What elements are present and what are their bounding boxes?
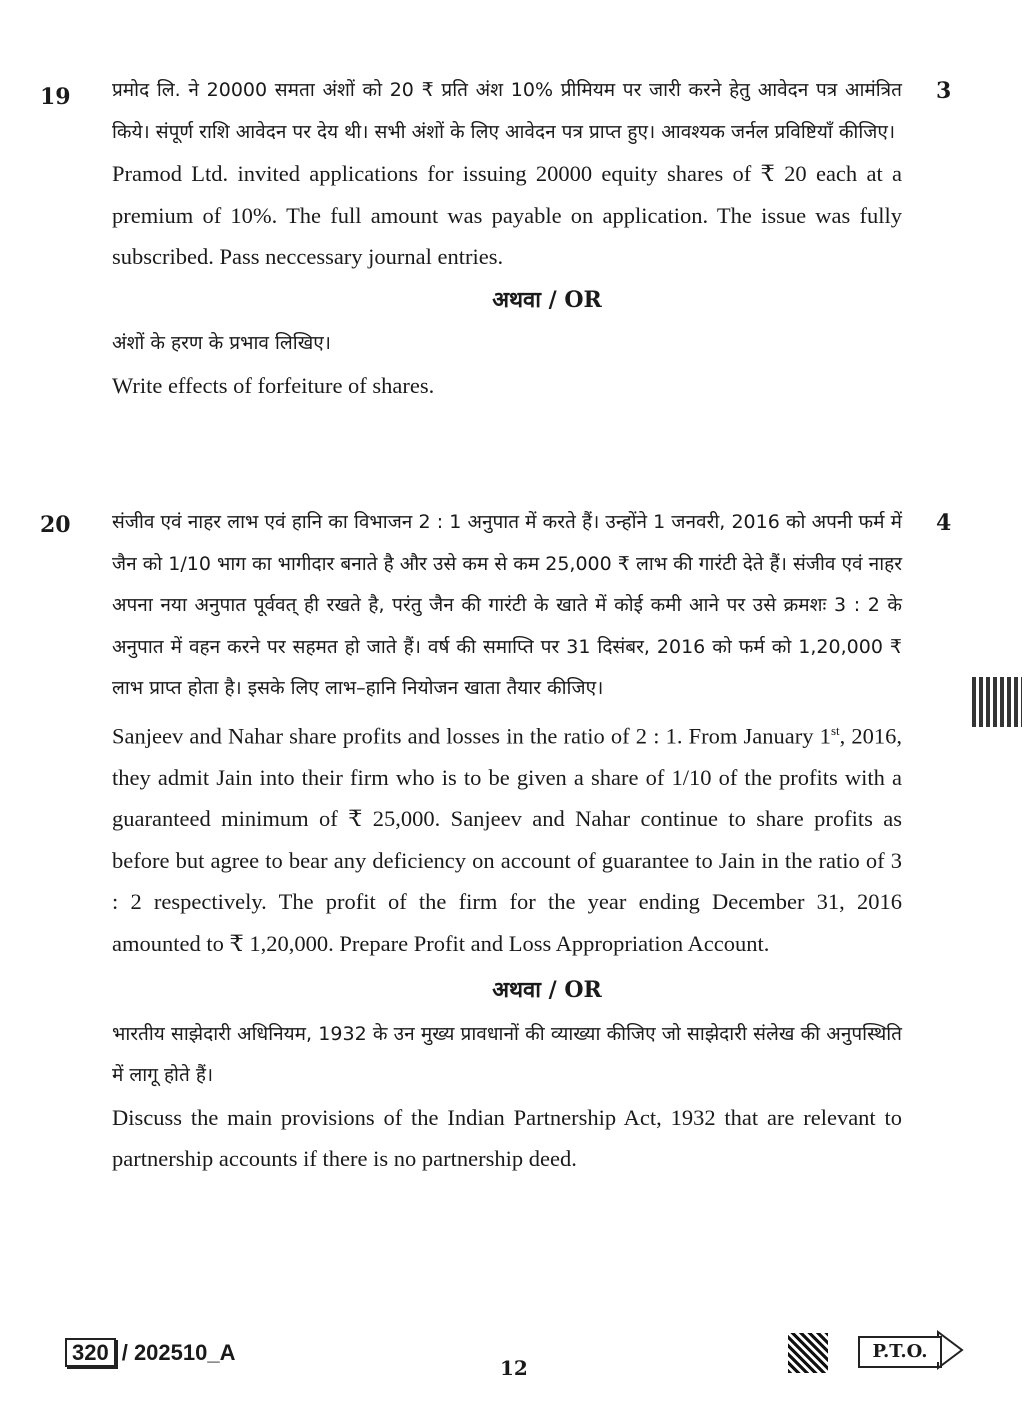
or-separator: अथवा / OR	[492, 977, 602, 1003]
pto-indicator	[858, 1330, 966, 1370]
question-marks: 3	[936, 78, 952, 104]
alternative-english-text: Discuss the main provisions of the Indian Partnership Act, 1932 that are relevant to partnership accounts if there is no partnership deed.	[112, 1104, 902, 1171]
english-text-part1: Sanjeev and Nahar share profits and losses in the ratio of 2 : 1. From January 1	[112, 723, 831, 748]
question-english-text	[112, 710, 902, 965]
pto-label: P.T.O.	[858, 1336, 942, 1368]
or-separator: अथवा / OR	[492, 286, 602, 313]
question-body	[112, 502, 902, 1180]
arrow-right-icon	[936, 1330, 966, 1370]
qr-code-icon	[972, 677, 1022, 727]
superscript-st: st	[830, 722, 840, 738]
question-marks: 4	[936, 510, 952, 536]
paper-code	[65, 1340, 235, 1366]
qr-code-icon-footer	[788, 1333, 828, 1373]
question-english-text: Pramod Ltd. invited applications for issuing 20000 equity shares of ₹ 20 each at a premium of 10%. The full amount was payable on application. The issue was fully subscribed. Pass neccessary journal entries.	[112, 161, 902, 269]
subject-code-box: 320	[65, 1338, 116, 1367]
page-number: 12	[500, 1356, 528, 1380]
alternative-hindi-text: भारतीय साझेदारी अधिनियम, 1932 के उन मुख्य प्रावधानों की व्याख्या कीजिए जो साझेदारी संलेख की अनुपस्थिति में लागू होते हैं।	[112, 1022, 902, 1086]
question-number: 20	[40, 512, 71, 538]
alternative-english-text: Write effects of forfeiture of shares.	[112, 372, 435, 398]
question-body	[112, 70, 902, 406]
alternative-hindi-text: अंशों के हरण के प्रभाव लिखिए।	[112, 332, 331, 354]
question-hindi-text: प्रमोद लि. ने 20000 समता अंशों को 20 ₹ प्रति अंश 10% प्रीमियम पर जारी करने हेतु आवेदन पत्र आमंत्रित किये। संपूर्ण राशि आवेदन पर देय थी। सभी अंशों के लिए आवेदन पत्र प्राप्त हुए। आवश्यक जर्नल प्रविष्टियाँ कीजिए।	[112, 79, 902, 143]
paper-code-text: / 202510_A	[121, 1340, 236, 1365]
question-hindi-text: संजीव एवं नाहर लाभ एवं हानि का विभाजन 2 : 1 अनुपात में करते हैं। उन्होंने 1 जनवरी, 2016 को अपनी फर्म में जैन को 1/10 भाग का भागीदार बनाते है और उसे कम से कम 25,000 ₹ लाभ की गारंटी देते हैं। संजीव एवं नाहर अपना नया अनुपात पूर्ववत् ही रखते है, परंतु जैन की गारंटी के खाते में कोई कमी आने पर उसे क्रमशः 3 : 2 के अनुपात में वहन करने पर सहमत हो जाते हैं। वर्ष की समाप्ति पर 31 दिसंबर, 2016 को फर्म को 1,20,000 ₹ लाभ प्राप्त होता है। इसके लिए लाभ–हानि नियोजन खाता तैयार कीजिए।	[112, 511, 902, 699]
question-number: 19	[40, 84, 71, 110]
english-text-part2: , 2016, they admit Jain into their firm who is to be given a share of 1/10 of the profits with a guaranteed minimum of ₹ 25,000. Sanjeev and Nahar continue to share profits as before but agree to bear any deficiency on account of guarantee to Jain in the ratio of 3 : 2 respectively. The profit of the firm for the year ending December 31, 2016 amounted to ₹ 1,20,000. Prepare Profit and Loss Appropriation Account.	[112, 723, 903, 956]
